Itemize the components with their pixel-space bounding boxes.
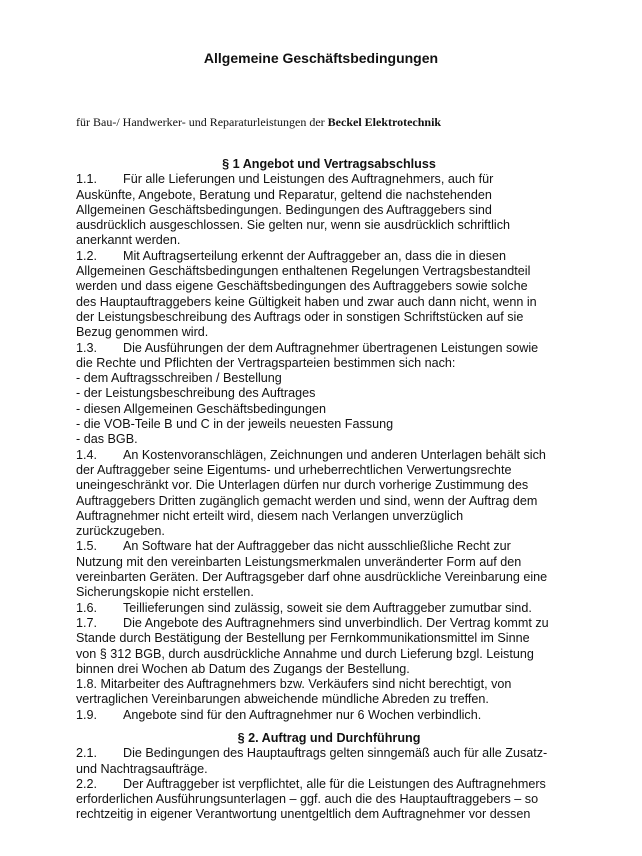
clause-number: 1.2. (76, 248, 98, 263)
text-line (76, 807, 582, 822)
text-line (76, 555, 582, 570)
text-line (76, 417, 582, 432)
section-2-heading: § 2. Auftrag und Durchführung (237, 730, 421, 745)
clause-text: Für alle Lieferungen und Leistungen des Auftragnehmers, auch für (123, 172, 494, 187)
clause-text: Teillieferungen sind zulässig, soweit sie dem Auftraggeber zumutbar sind. (123, 600, 532, 615)
company-name: Beckel Elektrotechnik (327, 115, 442, 129)
text-line (76, 448, 582, 463)
clause-number: 1.6. (76, 600, 98, 615)
clause-number: 2.2. (76, 776, 98, 791)
text-line (76, 249, 582, 264)
clause-text: werden und dass eigene Geschäftsbedingungen des Auftraggebers sowie solche (76, 279, 528, 294)
clause-text: die Rechte und Pflichten der Vertragsparteien bestimmen sich nach: (76, 355, 456, 370)
clause-number: 1.3. (76, 340, 98, 355)
clause-text: Sicherungskopie nicht erstellen. (76, 585, 254, 600)
section-2-content (76, 746, 582, 822)
text-line (76, 524, 582, 539)
text-line (76, 233, 582, 248)
clause-text: ausdrücklich ausgeschlossen. Sie gelten nur, wenn sie ausdrücklich schriftlich (76, 218, 511, 233)
document-body (76, 157, 582, 823)
clause-text: - diesen Allgemeinen Geschäftsbedingungen (76, 401, 326, 416)
clause-text: Allgemeinen Geschäftsbedingungen enthaltenen Regelungen Vertragsbestandteil (76, 264, 531, 279)
clause-text: - der Leistungsbeschreibung des Auftrages (76, 386, 316, 401)
section-1-content (76, 172, 582, 723)
text-line (76, 356, 582, 371)
clause-text: Auskünfte, Angebote, Beratung und Reparatur, geltend die nachstehenden (76, 187, 492, 202)
text-line (76, 478, 582, 493)
text-line (76, 341, 582, 356)
text-line (76, 762, 582, 777)
clause-text: Die Ausführungen der dem Auftragnehmer übertragenen Leistungen sowie (123, 340, 539, 355)
text-line (76, 792, 582, 807)
clause-text: Die Angebote des Auftragnehmers sind unverbindlich. Der Vertrag kommt zu (123, 615, 549, 630)
text-line (76, 218, 582, 233)
clause-text: anerkannt werden. (76, 233, 181, 248)
text-line (76, 601, 582, 616)
clause-text: - dem Auftragsschreiben / Bestellung (76, 371, 282, 386)
clause-text: Auftraggebers Dritten zugänglich gemacht werden und sind, wenn der Auftrag dem (76, 493, 538, 508)
clause-text: Der Auftraggeber ist verpflichtet, alle für die Leistungen des Auftragnehmers (123, 776, 546, 791)
text-line (76, 371, 582, 386)
text-line (76, 203, 582, 218)
clause-text: erforderlichen Ausführungsunterlagen – ggf. auch die des Hauptauftraggebers – so (76, 792, 539, 807)
clause-text: - das BGB. (76, 432, 138, 447)
clause-text: rechtzeitig in eigener Verantwortung unentgeltlich dem Auftragnehmer vor dessen (76, 807, 531, 822)
clause-text: zurückzugeben. (76, 524, 165, 539)
text-line (76, 585, 582, 600)
clause-text: Stande durch Bestätigung der Bestellung per Fernkommunikationsmittel im Sinne (76, 631, 530, 646)
text-line (76, 662, 582, 677)
clause-text: Die Bedingungen des Hauptauftrags gelten sinngemäß auch für alle Zusatz- (123, 746, 548, 761)
clause-number: 1.1. (76, 172, 98, 187)
text-line (76, 509, 582, 524)
clause-number: 1.5. (76, 539, 98, 554)
clause-text: Mit Auftragserteilung erkennt der Auftraggeber an, dass die in diesen (123, 248, 506, 263)
text-line (76, 708, 582, 723)
text-line (76, 647, 582, 662)
clause-text: des Hauptauftraggebers keine Gültigkeit haben und zwar auch dann nicht, wenn in (76, 294, 537, 309)
text-line (76, 570, 582, 585)
clause-number: 2.1. (76, 746, 98, 761)
clause-text: - die VOB-Teile B und C in der jeweils neuesten Fassung (76, 417, 394, 432)
clause-text: binnen drei Wochen ab Datum des Zugangs der Bestellung. (76, 661, 410, 676)
clause-text: An Kostenvoranschlägen, Zeichnungen und anderen Unterlagen behält sich (123, 447, 546, 462)
clause-text: und Nachtragsaufträge. (76, 761, 208, 776)
text-line (76, 432, 582, 447)
text-line (76, 310, 582, 325)
clause-text: Auftragnehmer nicht erteilt wird, diesem nach Verlangen unverzüglich (76, 508, 464, 523)
clause-text: Bezug genommen wird. (76, 325, 209, 340)
clause-text: An Software hat der Auftraggeber das nicht ausschließliche Recht zur (123, 539, 511, 554)
document-title: Allgemeine Geschäftsbedingungen (203, 50, 439, 66)
document-subtitle (76, 115, 441, 130)
clause-number: 1.7. (76, 615, 98, 630)
text-line (76, 677, 582, 692)
text-line (76, 279, 582, 294)
clause-text: von § 312 BGB, durch ausdrückliche Annahme und durch Lieferung bzgl. Leistung (76, 646, 534, 661)
text-line (76, 777, 582, 792)
clause-text: uneingeschränkt vor. Die Unterlagen dürfen nur durch vorherige Zustimmung des (76, 478, 529, 493)
clause-number: 1.9. (76, 707, 98, 722)
clause-text: 1.8. Mitarbeiter des Auftragnehmers bzw. Verkäufers sind nicht berechtigt, von (76, 677, 512, 692)
text-line (76, 746, 582, 761)
text-line (76, 616, 582, 631)
section-1-heading: § 1 Angebot und Vertragsabschluss (222, 157, 436, 171)
text-line (76, 494, 582, 509)
clause-text: der Auftraggeber seine Eigentums- und urheberrechtlichen Verwertungsrechte (76, 462, 512, 477)
text-line (76, 539, 582, 554)
clause-number: 1.4. (76, 447, 98, 462)
clause-text: vertraglichen Vereinbarungen abweichende mündliche Abreden zu treffen. (76, 692, 489, 707)
clause-text: Angebote sind für den Auftragnehmer nur 6 Wochen verbindlich. (123, 707, 482, 722)
text-line (76, 188, 582, 203)
text-line (76, 325, 582, 340)
text-line (76, 402, 582, 417)
text-line (76, 264, 582, 279)
text-line (76, 172, 582, 187)
clause-text: vereinbarten Geräten. Der Auftragsgeber darf ohne ausdrückliche Vereinbarung eine (76, 570, 548, 585)
clause-text: der Leistungsbeschreibung des Auftrags oder in sonstigen Schriftstücken auf sie (76, 309, 524, 324)
clause-text: Allgemeinen Geschäftsbedingungen. Bedingungen des Auftraggebers sind (76, 202, 492, 217)
text-line (76, 386, 582, 401)
text-line (76, 463, 582, 478)
clause-text: Nutzung mit den vereinbarten Leistungsmerkmalen unveränderter Form auf den (76, 554, 522, 569)
subtitle-text: für Bau-/ Handwerker- und Reparaturleistungen der (76, 115, 325, 129)
text-line (76, 692, 582, 707)
text-line (76, 295, 582, 310)
text-line (76, 631, 582, 646)
